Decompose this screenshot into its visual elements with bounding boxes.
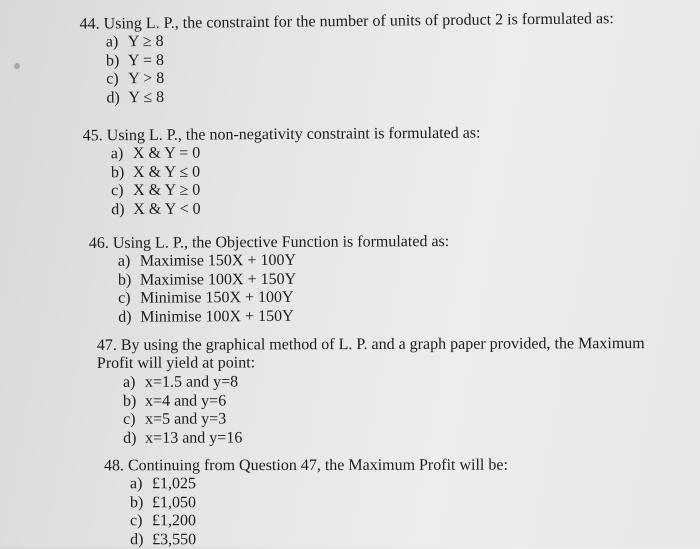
option-a bbox=[118, 251, 449, 271]
option-letter: d) bbox=[111, 200, 125, 218]
option-d bbox=[111, 198, 481, 219]
option-letter: b) bbox=[123, 392, 137, 410]
question-stem-line-1: 47. By using the graphical method of L. P. and a graph paper provided, the Maximum bbox=[96, 335, 645, 354]
option-letter: b) bbox=[117, 271, 132, 289]
option-letter: a) bbox=[122, 373, 136, 391]
option-letter: a) bbox=[117, 252, 131, 270]
option-text: Minimise 150X + 100Y bbox=[140, 288, 294, 307]
question-48 bbox=[104, 456, 508, 549]
option-c bbox=[118, 288, 449, 308]
question-45 bbox=[83, 124, 481, 220]
option-text: £1,200 bbox=[152, 512, 197, 530]
option-letter: c) bbox=[123, 410, 136, 428]
option-text: Y ≥ 8 bbox=[127, 32, 164, 51]
option-list bbox=[106, 28, 615, 107]
option-d bbox=[118, 307, 449, 327]
option-b bbox=[130, 493, 508, 512]
option-text: x=5 and y=3 bbox=[145, 410, 227, 428]
option-letter: c) bbox=[106, 70, 119, 88]
option-letter: c) bbox=[111, 182, 124, 200]
option-letter: d) bbox=[123, 429, 137, 447]
option-text: X & Y ≤ 0 bbox=[132, 163, 201, 181]
option-d bbox=[130, 530, 508, 549]
option-letter: d) bbox=[118, 308, 132, 326]
option-text: x=4 and y=6 bbox=[145, 392, 227, 410]
option-b bbox=[118, 270, 449, 290]
option-list bbox=[130, 475, 508, 549]
option-text: Minimise 100X + 150Y bbox=[140, 307, 294, 326]
option-d bbox=[106, 84, 614, 108]
option-letter: d) bbox=[106, 88, 120, 107]
option-list bbox=[123, 372, 645, 448]
option-text: X & Y ≥ 0 bbox=[133, 181, 201, 200]
option-text: x=1.5 and y=8 bbox=[144, 373, 239, 391]
option-list bbox=[111, 143, 481, 220]
option-letter: d) bbox=[130, 530, 144, 548]
option-text: £1,050 bbox=[151, 493, 197, 511]
option-text: X & Y = 0 bbox=[132, 144, 201, 163]
question-stem: 44. Using L. P., the constraint for the number of units of product 2 is formulated as: bbox=[79, 10, 614, 33]
option-text: £1,025 bbox=[151, 475, 196, 493]
option-letter: a) bbox=[110, 145, 124, 163]
question-stem: 46. Using L. P., the Objective Function is formulated as: bbox=[88, 233, 450, 252]
option-c bbox=[123, 409, 645, 429]
option-c bbox=[130, 512, 508, 531]
option-letter: b) bbox=[105, 51, 120, 70]
question-stem: 45. Using L. P., the non-negativity constraint is formulated as: bbox=[82, 124, 481, 145]
option-d bbox=[123, 428, 645, 448]
question-47 bbox=[97, 335, 645, 448]
option-letter: b) bbox=[129, 493, 144, 511]
option-text: Y > 8 bbox=[128, 69, 165, 88]
question-44 bbox=[80, 9, 615, 108]
question-stem-line-2: Profit will yield at point: bbox=[96, 354, 256, 372]
option-b bbox=[123, 391, 645, 411]
option-list bbox=[118, 251, 450, 327]
option-letter: a) bbox=[105, 33, 119, 51]
option-text: Maximise 100X + 150Y bbox=[139, 270, 297, 289]
option-a bbox=[130, 475, 508, 494]
paper-dot bbox=[14, 63, 20, 69]
option-letter: a) bbox=[129, 475, 143, 493]
option-letter: c) bbox=[118, 289, 131, 307]
option-letter: b) bbox=[110, 163, 125, 181]
option-text: £3,550 bbox=[152, 530, 197, 548]
option-text: Y ≤ 8 bbox=[128, 88, 165, 106]
option-text: X & Y < 0 bbox=[133, 200, 201, 218]
option-text: Y = 8 bbox=[127, 51, 165, 69]
option-text: x=13 and y=16 bbox=[145, 428, 243, 447]
question-stem: 48. Continuing from Question 47, the Maximum Profit will be: bbox=[103, 456, 508, 475]
question-46 bbox=[89, 232, 450, 327]
option-text: Maximise 150X + 100Y bbox=[139, 251, 297, 270]
option-a bbox=[123, 372, 645, 392]
option-letter: c) bbox=[130, 512, 143, 530]
